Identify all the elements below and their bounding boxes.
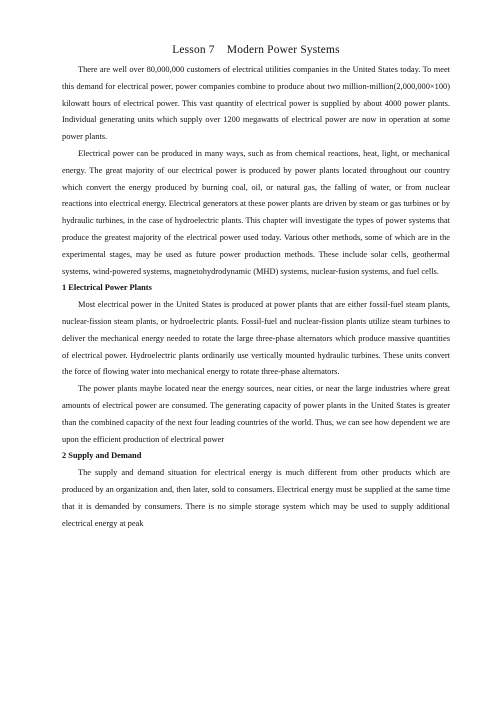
paragraph-power-production: Electrical power can be produced in many ways, such as from chemical reactions, heat, light, or mechanical energy. The great majority of our electrical power is produced by power plants located throughout our country which convert the energy produced by burning coal, oil, or natural gas, the falling of water, or from nuclear reactions into electrical energy. Electrical generators at these power plants are driven by steam or gas turbines or by hydraulic turbines, in the case of hydroelectric plants. This chapter will investigate the types of power systems that produce the greatest majority of the electrical power used today. Various other methods, some of which are in the experimental stages, may be used as future power production methods. These include solar cells, geothermal systems, wind-powered systems, magnetohydrodynamic (MHD) systems, nuclear-fusion systems, and fuel cells. [62, 148, 450, 276]
paragraph-supply-demand: The supply and demand situation for electrical energy is much different from other products which are produced by an organization and, then later, sold to consumers. Electrical energy must be supplied at the same time that it is demanded by consumers. There is no simple storage system which may be used to supply additional electrical energy at peak [62, 468, 450, 528]
paragraph-plant-locations: The power plants maybe located near the energy sources, near cities, or near the large industries where great amounts of electrical power are consumed. The generating capacity of power plants in the United States is greater than the combined capacity of the next four leading countries of the world. Thus, we can see how dependent we are upon the efficient production of electrical power [62, 384, 450, 444]
paragraph-intro: There are well over 80,000,000 customers of electrical utilities companies in the United States today. To meet this demand for electrical power, power companies combine to produce about two million-million(2,000,000×100) kilowatt hours of electrical power. This vast quantity of electrical power is supplied by about 4000 power plants. Individual generating units which supply over 1200 megawatts of electrical power are now in operation at some power plants. [62, 65, 450, 142]
paragraph-plant-types: Most electrical power in the United States is produced at power plants that are either fossil-fuel steam plants, nuclear-fission steam plants, or hydroelectric plants. Fossil-fuel and nuclear-fission plants utilize steam turbines to deliver the mechanical energy needed to rotate the large three-phase alternators which produce massive quantities of electrical power. Hydroelectric plants ordinarily use vertically mounted hydraulic turbines. These units convert the force of flowing water into mechanical energy to rotate three-phase alternators. [62, 300, 450, 377]
section-heading-power-plants: 1 Electrical Power Plants [62, 283, 152, 293]
page-title: Lesson 7 Modern Power Systems [172, 44, 340, 56]
section-heading-supply-demand: 2 Supply and Demand [62, 451, 142, 461]
